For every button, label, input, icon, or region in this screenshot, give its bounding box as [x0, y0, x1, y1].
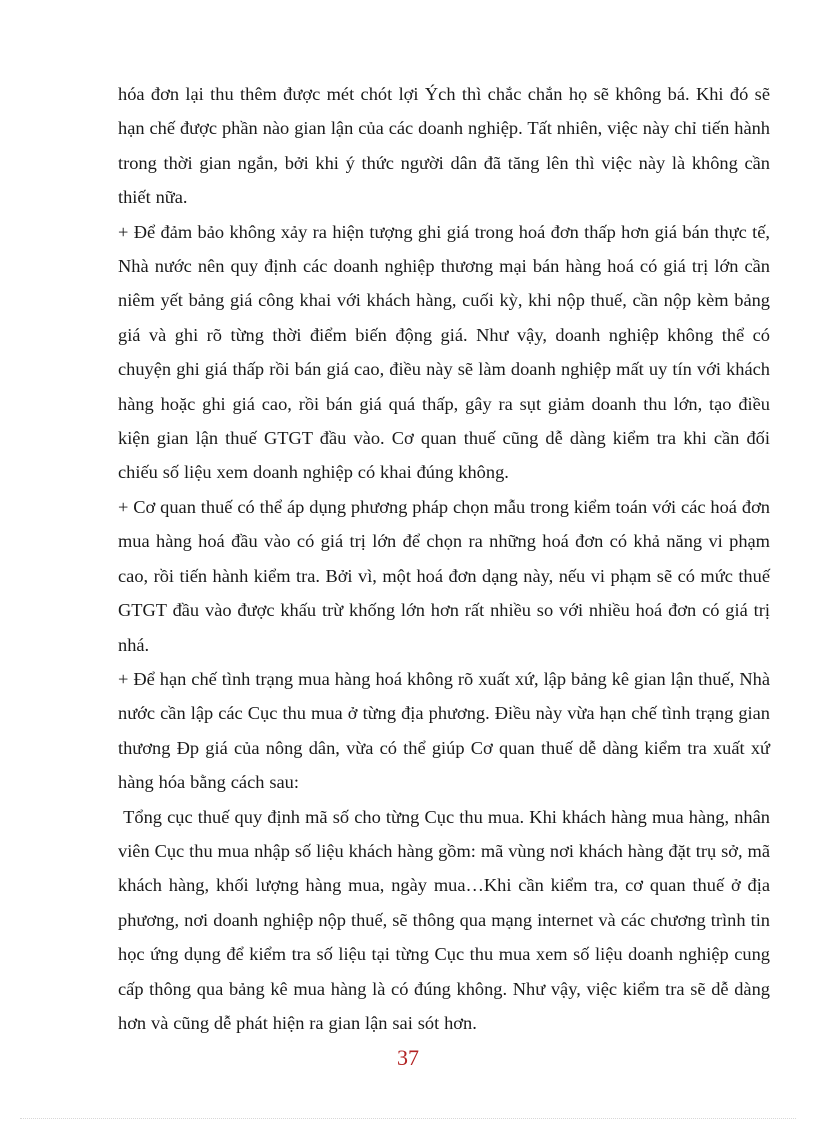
paragraph-audit-sampling: + Cơ quan thuế có thể áp dụng phương pháp chọn mẫu trong kiểm toán với các hoá đơn mua hàng hoá đầu vào có giá trị lớn để chọn ra những hoá đơn có khả năng vi phạm cao, rồi tiến hành kiểm tra. Bởi vì, một hoá đơn dạng này, nếu vi phạm sẽ có mức thuế GTGT đầu vào được khấu trừ khống lớn hơn rất nhiều so với nhiều hoá đơn có giá trị nhá. — [118, 496, 770, 655]
page-number: 37 — [397, 1045, 419, 1070]
paragraph-price-listing: + Để đảm bảo không xảy ra hiện tượng ghi giá trong hoá đơn thấp hơn giá bán thực tế, Nhà nước nên quy định các doanh nghiệp thương mại bán hàng hoá có giá trị lớn cần niêm yết bảng giá công khai với khách hàng, cuối kỳ, khi nộp thuế, cần nộp kèm bảng giá và ghi rõ từng thời điểm biến động giá. Như vậy, doanh nghiệp không thể có chuyện ghi giá thấp rồi bán giá cao, điều này sẽ làm doanh nghiệp mất uy tín với khách hàng hoặc ghi giá cao, rồi bán giá quá thấp, gây ra sụt giảm doanh thu lớn, tạo điều kiện gian lận thuế GTGT đầu vào. Cơ quan thuế cũng dễ dàng kiểm tra khi cần đối chiếu số liệu xem doanh nghiệp có khai đúng không. — [118, 221, 770, 483]
document-body — [118, 77, 775, 1040]
paragraph-continuation: hóa đơn lại thu thêm được mét chót lợi Ých thì chắc chắn họ sẽ không bá. Khi đó sẽ hạn chế được phần nào gian lận của các doanh nghiệp. Tất nhiên, việc này chỉ tiến hành trong thời gian ngắn, bởi khi ý thức người dân đã tăng lên thì việc này là không cần thiết nữa. — [118, 84, 770, 208]
paragraph-purchasing-offices: + Để hạn chế tình trạng mua hàng hoá không rõ xuất xứ, lập bảng kê gian lận thuế, Nhà nước cần lập các Cục thu mua ở từng địa phương. Điều này vừa hạn chế tình trạng gian thương Đp giá của nông dân, vừa có thể giúp Cơ quan thuế dễ dàng kiểm tra xuất xứ hàng hóa bằng cách sau: — [118, 668, 770, 793]
page-bottom-divider — [20, 1118, 796, 1119]
paragraph-tax-code-procedure: Tổng cục thuế quy định mã số cho từng Cục thu mua. Khi khách hàng mua hàng, nhân viên Cục thu mua nhập số liệu khách hàng gồm: mã vùng nơi khách hàng đặt trụ sở, mã khách hàng, khối lượng hàng mua, ngày mua…Khi cần kiểm tra, cơ quan thuế ở địa phương, nơi doanh nghiệp nộp thuế, sẽ thông qua mạng internet và các chương trình tin học ứng dụng để kiểm tra số liệu tại từng Cục thu mua xem số liệu doanh nghiệp cung cấp thông qua bảng kê mua hàng là có đúng không. Như vậy, việc kiểm tra sẽ dễ dàng hơn và cũng dễ phát hiện ra gian lận sai sót hơn. — [118, 806, 775, 1033]
